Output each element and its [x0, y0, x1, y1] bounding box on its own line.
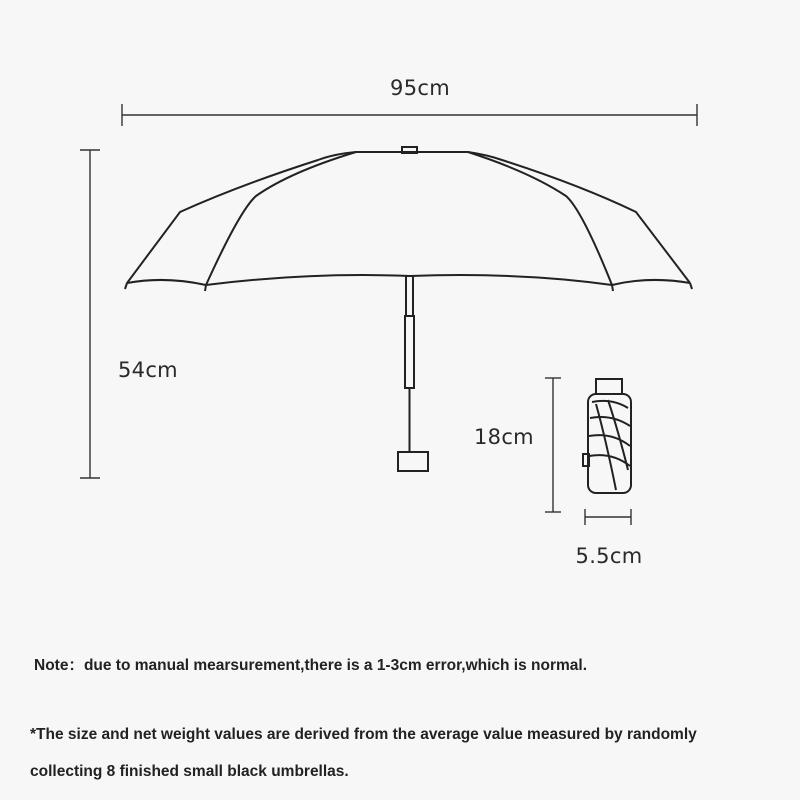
open-width-label: 95cm: [390, 76, 450, 100]
folded-length-dimension: [474, 378, 561, 512]
width-dimension: [122, 76, 697, 126]
folded-width-dimension: [576, 509, 643, 568]
folded-length-label: 18cm: [474, 425, 534, 449]
measurement-error-note: Note：due to manual mearsurement,there is a 1-3cm error,which is normal.: [34, 657, 588, 674]
open-height-label: 54cm: [118, 358, 178, 382]
height-dimension: [80, 150, 178, 478]
folded-umbrella-drawing: [583, 379, 631, 493]
folded-width-label: 5.5cm: [575, 544, 643, 568]
weight-disclaimer: *The size and net weight values are derived from the average value measured by randomly collecting 8 finished small black umbrellas.: [30, 726, 697, 780]
open-umbrella-drawing: [125, 147, 692, 471]
